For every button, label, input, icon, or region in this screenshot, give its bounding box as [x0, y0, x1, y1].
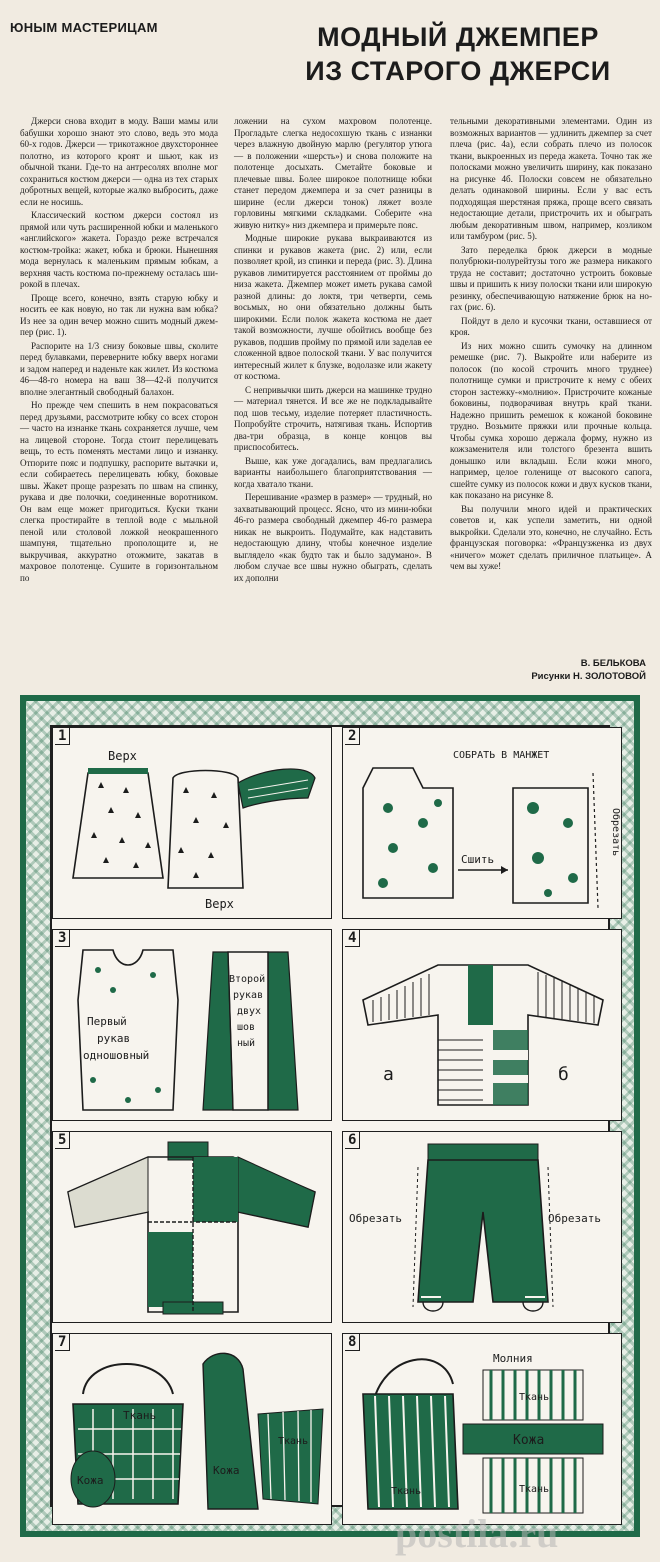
figure-number: 3	[55, 930, 70, 947]
label-sleeve: рукав	[97, 1032, 131, 1045]
paragraph: Перешивание «размер в размер» — трудный, но захватывающий процесс. Ясно, что из мини-юбки 46-го размера свободный джемпер 46-го размера никак не выкроить. Подумайте, как надставить недостающую длину, чтобы конечное изделие выглядело «как будто так и было задумано». В любом случае все швы нужно обыграть, сделать их дополни	[234, 492, 432, 583]
plate-inner	[50, 725, 621, 1507]
headline-line-1: МОДНЫЙ ДЖЕМПЕР	[317, 22, 599, 52]
headline	[262, 20, 654, 88]
paragraph: С непривычки шить джерси на машинке трудно — материал тянется. И все же не подкладывайте под шов тесьму, изделие потеряет пластичность. Попробуйте строчить, натягивая ткань. Испортив два-три образца, в конце концов вы приспособитесь.	[234, 384, 432, 452]
paragraph: Распорите на 1/3 снизу боковые швы, сколите перед булавками, переверните юбку вверх ногами и задом наперед и наденьте как жилет. Из костюма 46—48-го номера на ваш 38—42-й получится вполне элегантный свободный балахон.	[20, 340, 218, 397]
figure-number: 6	[345, 1132, 360, 1149]
label-bottom: Верх	[205, 897, 234, 911]
label-first: Первый	[87, 1015, 127, 1028]
vest-with-sleeves-drawing	[53, 930, 332, 1121]
label-leather: Кожа	[513, 1433, 545, 1448]
label-ny: ный	[237, 1038, 256, 1049]
jacket-to-sleeves-drawing	[343, 728, 622, 919]
figure-panel-8	[342, 1333, 622, 1525]
label-zipper: Молния	[493, 1352, 533, 1365]
watermark: postila.ru	[395, 1511, 559, 1556]
article-column-1	[20, 116, 218, 586]
figure-panel-7	[52, 1333, 332, 1525]
label-second: Второй	[229, 974, 266, 985]
paragraph: тельными декоративными элементами. Один из возможных вариантов — удлинить джемпер за счет плеча (рис. 4а), если собрать плечо из полосок ткани, выкроенных из переда жакета. Точно так же полосками можно увеличить ширину, как показано на рисунке 4б. Полоски совсем не обязательно делать одинаковой ширины. Если у вас есть подходящая шерстяная пряжа, проще всего связать недостающие детали, пристрочить их и обыграть любым декоративным швом, например, козликом или тамбуром (рис. 5).	[450, 116, 652, 241]
skirt-to-jumper-drawing	[53, 728, 332, 919]
paragraph: Но прежде чем спешить в нем покрасоваться перед друзьями, рассмотрите юбку со всех сторон — часто на изнанке ткань сохраняется лучше, чем на лицевой стороне. Тогда стоит перелицевать вещь, то есть поменять местами лицо и изнанку. Отпорите пояс и подпушку, распорите вытачки и, если собираетесь перелицевать юбку, боковые швы. Жакет проще разрезать по швам на спинку, рукава и две полочки, соединенные воротником. Он вам еще может пригодиться. Куски ткани слегка простирайте в теплой воде с мыльной пеной или столовой ложкой неокрашенного шампуня, тщательно прополощите и, не выкручивая, аккуратно отожмите, закатав в махровое полотенце. Сушите в горизонтальном по	[20, 400, 218, 583]
label-cut-left: Обрезать	[349, 1212, 402, 1225]
figure-number: 4	[345, 930, 360, 947]
byline	[406, 657, 646, 683]
label-two: двух	[237, 1006, 262, 1017]
figure-number: 7	[55, 1334, 70, 1351]
label-fabric-top: Ткань	[519, 1392, 550, 1403]
paragraph: Выше, как уже догадались, вам предлагались варианты наибольшего благоприятствования — когда хватало ткани.	[234, 455, 432, 489]
paragraph: Модные широкие рукава выкраиваются из спинки и рукавов жакета (рис. 2) или, если позволяет крой, из спинки и переда (рис. 3). Длина рукавов лимитируется расстоянием от проймы до низа жакета. Джемпер может иметь рукава самой разной длины: до локтя, три четверти, семь восьмых, но они обязательно должны быть широкими. Если полок жакета костюма не дает такой возможности, лучше обойтись вообще без рукавов, подшив пройму по прямой или заделав ее сложенной вдвое полоской ткани. У вас получится интересный жилет к блузке, водолазке или жакету от костюма.	[234, 233, 432, 381]
label-fabric-side: Ткань	[391, 1486, 422, 1497]
label-leather-2: Кожа	[213, 1464, 240, 1477]
paragraph: Из них можно сшить сумочку на длинном ремешке (рис. 7). Выкройте или наберите из полосок (по косой строчить много труднее) полотнище сумки и пристрочите к нему с обеих сторон застежку-«молнию». Пристрочите кожаные боковины, подворачивая внутрь край ткани. Надежно пришить ремешок к кожаной боковине трудно. Возьмите пряжки или прочные кольца. Чтобы сумка хорошо держала форму, нужно из кожзаменителя или толстого брезента вшить донышко или вкладыш. Если кожи много, например, целое голенище от высокого сапога, сшейте сумку из полосок кожи и двух кусков ткани, как показано на рисунке 8.	[450, 340, 652, 500]
figure-panel-2	[342, 727, 622, 919]
label-fabric-2: Ткань	[278, 1436, 309, 1447]
label-fabric: Ткань	[123, 1409, 157, 1422]
bag-drawing-1	[53, 1334, 332, 1525]
article-column-2	[234, 116, 432, 586]
label-top: Верх	[108, 749, 137, 763]
author: В. БЕЛЬКОВА	[580, 658, 646, 669]
figure-number: 1	[55, 728, 70, 745]
figure-panel-6	[342, 1131, 622, 1323]
trousers-drawing	[343, 1132, 622, 1323]
knit-patchwork-jumper-drawing	[53, 1132, 332, 1323]
label-fabric-bottom: Ткань	[519, 1484, 550, 1495]
paragraph: Джерси снова входит в моду. Ваши мамы или бабушки хорошо знают это слово, ведь это мода 60-х годов. Джерси — трикотажное двухстороннее полотно, из которого кроят и шьют, как из обычной ткани. Где-то на антресолях вполне мог сохраниться костюм джерси — одна из тех старых добротных вещей, которые жалко выбросить, даже если не носишь.	[20, 116, 218, 207]
figure-panel-1	[52, 727, 332, 919]
paragraph: Классический костюм джерси состоял из прямой или чуть расширенной юбки и маленького «английского» жакета. Гораздо реже встречался костюм-тройка: жакет, юбка и брюки. Нынешняя мода вернулась к маленьким прямым юбкам, а верхняя часть костюма по-прежнему осталась широкой в плечах.	[20, 210, 218, 289]
figure-number: 8	[345, 1334, 360, 1351]
label-cut: Обрезать	[610, 808, 621, 857]
paragraph: ложении на сухом махровом полотенце. Прогладьте слегка недосохшую ткань с изнанки через влажную двойную марлю (регулятор утюга — в положении «шерсть») и снова положите на полотенце досыхать. Сметайте боковые и плечевые швы. Более широкое полотнище юбки станет передом джемпера и за счет разницы в ширине (если джерси тонок) ляжет возле горловины мягкими складками. Соберите «на живую нитку» низ джемпера и примерьте пояс.	[234, 116, 432, 230]
figure-panel-4	[342, 929, 622, 1121]
figure-number: 2	[345, 728, 360, 745]
rubric: ЮНЫМ МАСТЕРИЦАМ	[10, 20, 158, 35]
article-column-3	[450, 116, 652, 575]
label-cut-right: Обрезать	[548, 1212, 601, 1225]
label-b: б	[558, 1064, 569, 1085]
illustrator: Рисунки Н. ЗОЛОТОВОЙ	[531, 671, 646, 682]
label-a: а	[383, 1064, 394, 1085]
bag-drawing-2	[343, 1334, 622, 1525]
label-gather-cuff: СОБРАТЬ В МАНЖЕТ	[453, 750, 550, 761]
label-seam: шов	[237, 1022, 256, 1033]
figure-number: 5	[55, 1132, 70, 1149]
striped-jumper-drawing	[343, 930, 622, 1121]
label-leather: Кожа	[77, 1474, 104, 1487]
paragraph: Пойдут в дело и кусочки ткани, оставшиеся от кроя.	[450, 315, 652, 337]
figure-panel-3	[52, 929, 332, 1121]
headline-line-2: ИЗ СТАРОГО ДЖЕРСИ	[305, 56, 611, 86]
illustration-plate	[20, 695, 640, 1537]
paragraph: Проще всего, конечно, взять старую юбку и носить ее как новую, но так ли нужна вам юбка? Из нее за один вечер можно сшить модный джемпер (рис. 1).	[20, 292, 218, 337]
figure-panel-5	[52, 1131, 332, 1323]
label-sleeve-2: рукав	[233, 990, 264, 1001]
paragraph: Зато переделка брюк джерси в модные полубрюки-полурейтузы того же размера никакого труда не составит; достаточно устроить боковые швы и пришить к низу полоски ткани или широкую резинку, обеспечивающую натяжение брюк на ногах (рис. 6).	[450, 244, 652, 312]
label-sew: Сшить	[461, 853, 495, 866]
paragraph: Вы получили много идей и практических советов и, как успели заметить, ни одной выкройки. Сделали это, конечно, не случайно. Есть французская поговорка: «Французженка из двух «ничего» может сделать приличное платьице». А чем вы хуже!	[450, 503, 652, 571]
label-one-seam: одношовный	[83, 1049, 150, 1062]
